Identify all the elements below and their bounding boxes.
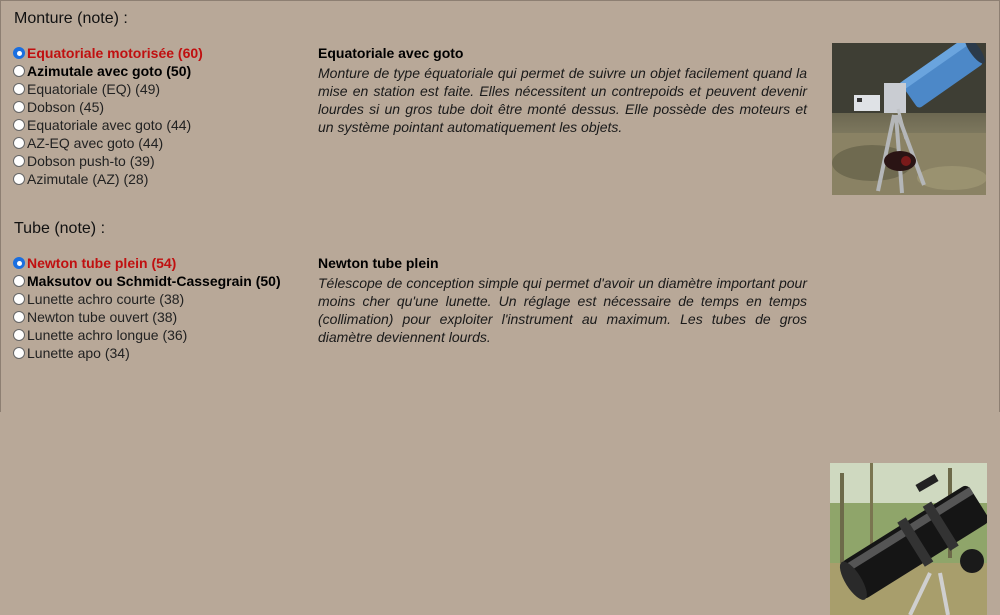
- radio-checked-icon[interactable]: [13, 47, 25, 59]
- monture-option-az-eq-goto[interactable]: [13, 134, 313, 152]
- monture-option-dobson-push-to[interactable]: [13, 152, 313, 170]
- radio-icon[interactable]: [13, 275, 25, 287]
- monture-option-azimutale-goto[interactable]: [13, 62, 313, 80]
- newton-telescope-image: [830, 463, 987, 615]
- monture-title: Monture (note) :: [14, 10, 128, 27]
- option-label: Lunette achro courte (38): [27, 291, 185, 307]
- option-label: Maksutov ou Schmidt-Cassegrain (50): [27, 273, 281, 289]
- option-label: Equatoriale (EQ) (49): [27, 81, 161, 97]
- radio-icon[interactable]: [13, 311, 25, 323]
- description-title: Equatoriale avec goto: [318, 45, 464, 61]
- monture-options: [13, 44, 313, 188]
- option-label: Lunette apo (34): [27, 345, 130, 361]
- monture-option-equatoriale-eq[interactable]: [13, 80, 313, 98]
- option-label: Azimutale avec goto (50): [27, 63, 192, 79]
- monture-option-equatoriale-motorisee[interactable]: [13, 44, 313, 62]
- mount-photo: [832, 43, 986, 195]
- radio-icon[interactable]: [13, 347, 25, 359]
- description-title: Newton tube plein: [318, 255, 439, 271]
- option-label: Dobson (45): [27, 99, 105, 115]
- radio-checked-icon[interactable]: [13, 257, 25, 269]
- option-label: Equatoriale motorisée (60): [27, 45, 203, 61]
- tube-option-maksutov[interactable]: [13, 272, 313, 290]
- radio-icon[interactable]: [13, 173, 25, 185]
- radio-icon[interactable]: [13, 101, 25, 113]
- option-label: AZ-EQ avec goto (44): [27, 135, 164, 151]
- option-label: Azimutale (AZ) (28): [27, 171, 149, 187]
- radio-icon[interactable]: [13, 329, 25, 341]
- option-label: Newton tube ouvert (38): [27, 309, 178, 325]
- equatorial-mount-image: [832, 43, 986, 195]
- option-label: Newton tube plein (54): [27, 255, 177, 271]
- tube-photo: [830, 463, 987, 615]
- tube-option-newton-ouvert[interactable]: [13, 308, 313, 326]
- tube-option-lunette-achro-longue[interactable]: [13, 326, 313, 344]
- tube-options: [13, 254, 313, 362]
- tube-option-newton-plein[interactable]: [13, 254, 313, 272]
- monture-option-dobson[interactable]: [13, 98, 313, 116]
- tube-description: [318, 254, 807, 346]
- option-label: Lunette achro longue (36): [27, 327, 188, 343]
- description-text: Monture de type équatoriale qui permet de suivre un objet facilement quand la mise en station est faite. Elles nécessitent un contrepoids et peuvent devenir lourdes si un gros tube doit être monté dessus. Elle possède des moteurs et un système pointant automatiquement les objets.: [318, 65, 807, 135]
- radio-icon[interactable]: [13, 119, 25, 131]
- option-label: Dobson push-to (39): [27, 153, 155, 169]
- monture-option-azimutale-az[interactable]: [13, 170, 313, 188]
- tube-option-lunette-apo[interactable]: [13, 344, 313, 362]
- monture-description: [318, 44, 807, 136]
- tube-title: Tube (note) :: [14, 220, 106, 237]
- tube-option-lunette-achro-courte[interactable]: [13, 290, 313, 308]
- radio-icon[interactable]: [13, 65, 25, 77]
- monture-option-equatoriale-goto[interactable]: [13, 116, 313, 134]
- radio-icon[interactable]: [13, 137, 25, 149]
- description-text: Télescope de conception simple qui permet d'avoir un diamètre important pour moins cher qu'une lunette. Un réglage est nécessaire de temps en temps (collimation) pour exploiter l'instrument au maximum. Les tubes de gros diamètre deviennent lourds.: [318, 275, 807, 345]
- radio-icon[interactable]: [13, 83, 25, 95]
- radio-icon[interactable]: [13, 155, 25, 167]
- radio-icon[interactable]: [13, 293, 25, 305]
- option-label: Equatoriale avec goto (44): [27, 117, 192, 133]
